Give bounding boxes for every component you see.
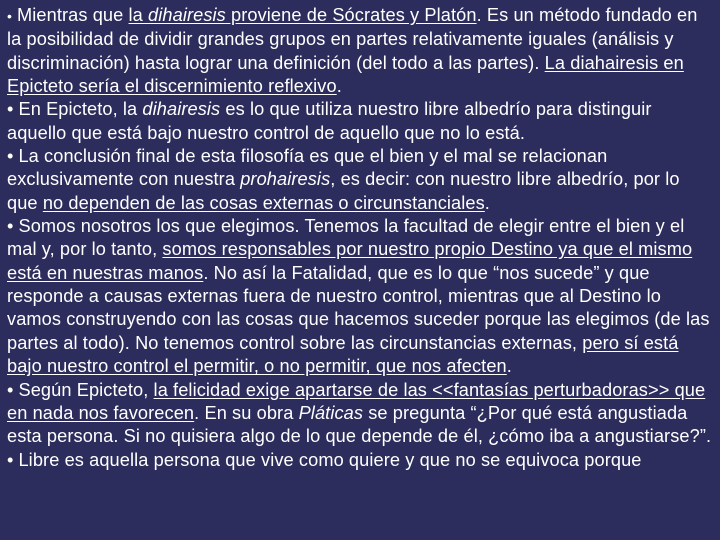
italic-text: dihairesis — [142, 99, 221, 120]
bullet-icon: • — [7, 449, 14, 470]
bullet-icon: • — [7, 216, 14, 237]
underlined-text: la — [128, 5, 149, 25]
paragraph-text: En Epicteto, la — [18, 99, 143, 120]
bullet-icon: • — [7, 99, 14, 120]
paragraph-text: . — [336, 76, 342, 97]
paragraph-text: se pregunta “¿Por qué está angustiada esta persona. Si no quisiera algo de lo que depende de él, ¿cómo iba a angustiarse?”. — [7, 402, 712, 447]
bullet-paragraph-6 — [7, 449, 714, 472]
paragraph-text: . — [506, 356, 512, 377]
bullet-icon: • — [7, 146, 14, 167]
paragraph-text: Somos nosotros los que elegimos. Tenemos la facultad de elegir entre el bien y el mal y, por lo tanto, — [7, 216, 685, 260]
bullet-paragraph-4 — [7, 215, 714, 378]
paragraph-text: Según Epicteto, — [18, 379, 154, 400]
paragraph-text: Mientras que — [17, 5, 129, 25]
paragraph-text: La conclusión final de esta filosofía es que el bien y el mal se relacionan exclusivamente con nuestra — [7, 146, 608, 190]
bullet-paragraph-5 — [7, 379, 714, 449]
italic-text: prohairesis — [240, 169, 331, 190]
paragraph-text: . — [484, 192, 490, 213]
bullet-paragraph-3 — [7, 145, 714, 215]
underlined-text: proviene de Sócrates y Platón — [225, 5, 477, 25]
italic-text: Pláticas — [298, 402, 364, 423]
bullet-icon: • — [7, 379, 14, 400]
paragraph-text: Libre es aquella persona que vive como quiere y que no se equivoca porque — [18, 449, 642, 470]
paragraph-text: . No así la Fatalidad, que es lo que “nos sucede” y que responde a causas externas fuera de nuestro control, mientras que al Destino lo vamos construyendo con las cosas que hacemos suceder porque las elegimos (de las partes al todo). No tenemos control sobre las circunstancias externas, — [7, 262, 710, 353]
paragraph-text: es lo que utiliza nuestro libre albedrío para distinguir aquello que está bajo nuestro control de aquello que no lo está. — [7, 99, 652, 143]
paragraph-text: , es decir: con nuestro libre albedrío, por lo que — [7, 169, 680, 213]
underlined-text: dihairesis — [148, 5, 226, 25]
paragraph-text: . En su obra — [194, 402, 299, 423]
paragraph-text: . Es un método fundado en la posibilidad de dividir grandes grupos en partes relativamente iguales (análisis y discriminación) hasta lograr una definición (del todo a las partes). — [7, 5, 698, 73]
underlined-text: somos responsables por nuestro propio Destino ya que el mismo está en nuestras manos — [7, 239, 693, 283]
underlined-text: no dependen de las cosas externas o circunstanciales — [42, 192, 485, 213]
underlined-text: la felicidad exige apartarse de las <<fantasías perturbadoras>> que en nada nos favorecen — [7, 379, 706, 423]
underlined-text: pero sí está bajo nuestro control el permitir, o no permitir, que nos afecten — [7, 332, 679, 377]
bullet-paragraph-2 — [7, 98, 714, 145]
bullet-icon: • — [7, 8, 13, 24]
underlined-text: La diahairesis en Epicteto sería el discernimiento reflexivo — [7, 52, 684, 97]
bullet-paragraph-1 — [7, 4, 714, 98]
